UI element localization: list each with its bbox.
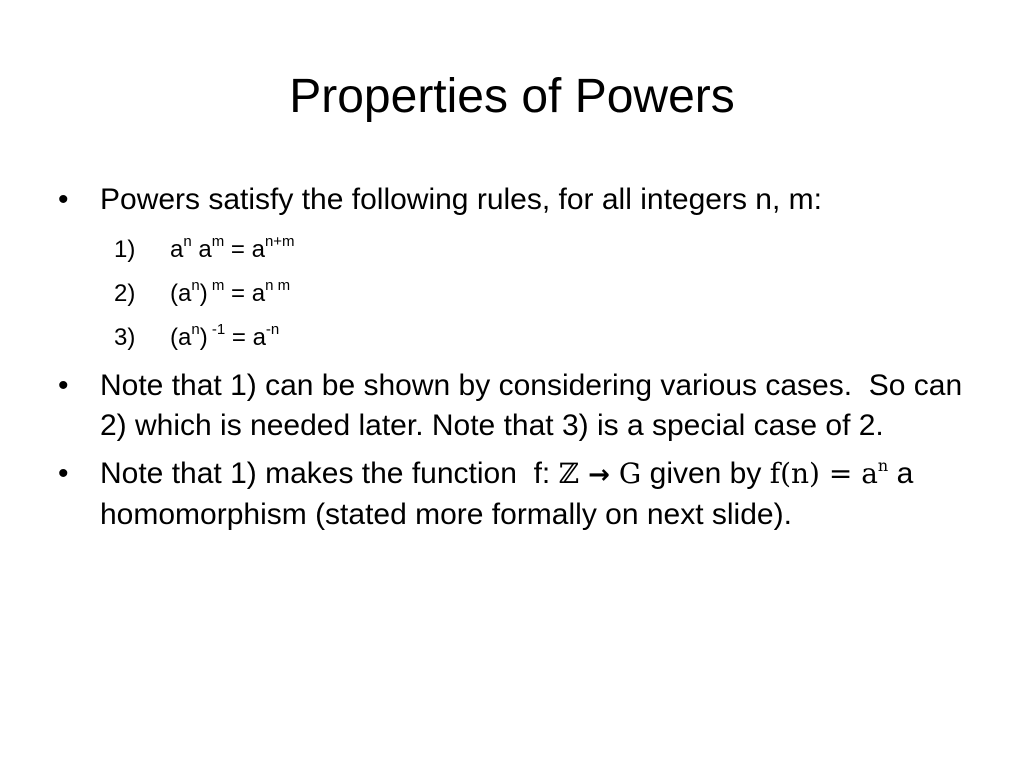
- right-arrow-icon: →: [579, 460, 619, 490]
- rule-base: (a: [170, 280, 192, 307]
- bullet-item-note-cases: [58, 366, 978, 446]
- rule-base: a: [170, 236, 184, 263]
- rule-number: 2): [114, 280, 136, 307]
- bullet-text: a homomorphism (stated more formally on next slide).: [100, 457, 922, 531]
- bullet-text: Powers satisfy the following rules, for all integers n, m:: [100, 183, 822, 216]
- rule-item-3: [58, 316, 978, 360]
- slide-content: [58, 180, 978, 543]
- rules-list: [58, 228, 978, 360]
- group-symbol: G: [618, 457, 642, 490]
- function-body: f(n) = a: [769, 457, 878, 490]
- rule-base: a: [251, 236, 265, 263]
- rule-base: a: [252, 324, 266, 351]
- bullet-item-homomorphism: [58, 454, 978, 535]
- bullet-text: Note that 1) makes the function f:: [100, 457, 559, 490]
- rule-equals: =: [224, 280, 252, 307]
- integers-symbol: ℤ: [558, 457, 580, 490]
- rule-exponent: n: [191, 321, 200, 338]
- rule-number: 3): [114, 324, 136, 351]
- rule-equals: =: [224, 236, 252, 263]
- bullet-icon: •: [58, 457, 69, 490]
- rule-base: a: [198, 236, 212, 263]
- bullet-text: given by: [641, 457, 770, 490]
- bullet-icon: •: [58, 369, 69, 402]
- rule-exponent: m: [207, 277, 225, 294]
- rule-item-1: [58, 228, 978, 272]
- rule-base: a: [251, 280, 266, 307]
- rule-exponent: n: [183, 233, 192, 250]
- rule-paren: ): [199, 324, 208, 351]
- rule-exponent: n+m: [264, 233, 295, 250]
- rule-exponent: -n: [265, 321, 280, 338]
- rule-equals: =: [225, 324, 253, 351]
- function-exponent: n: [877, 456, 889, 475]
- rule-paren: ): [199, 280, 208, 307]
- rule-exponent: -1: [207, 321, 226, 338]
- bullet-item-rules-intro: [58, 180, 978, 220]
- rule-number: 1): [114, 236, 136, 263]
- rule-base: (a: [170, 324, 192, 351]
- rule-exponent: n: [191, 277, 200, 294]
- function-expression: [770, 457, 889, 490]
- slide-title: Properties of Powers: [289, 70, 735, 123]
- rule-exponent: n m: [265, 277, 291, 294]
- rule-item-2: [58, 272, 978, 316]
- bullet-icon: •: [58, 183, 69, 216]
- bullet-text: Note that 1) can be shown by considering various cases. So can 2) which is needed later. Note that 3) is a special case of 2.: [100, 369, 971, 442]
- rule-exponent: m: [211, 233, 225, 250]
